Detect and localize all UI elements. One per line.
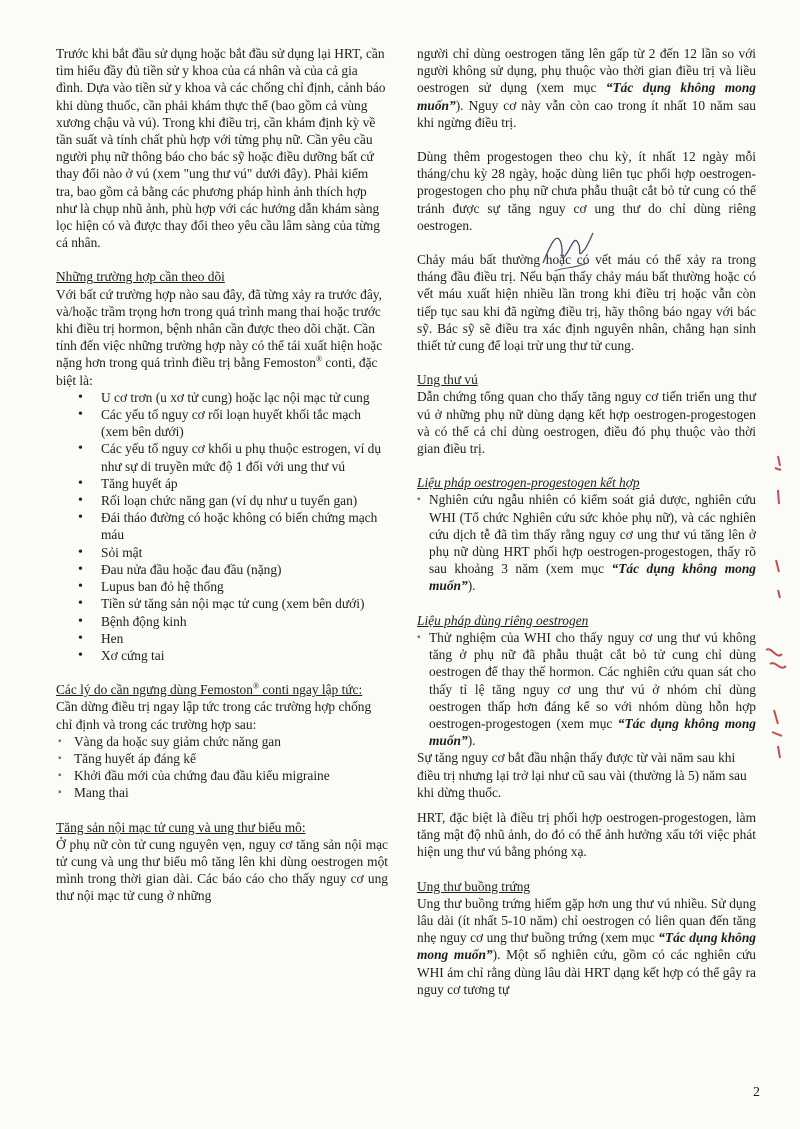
stop-heading [56,681,388,698]
list-item: • Rối loạn chức năng gan (ví dụ như u tuyến gan) [78,492,388,509]
hyperplasia-heading: Tăng sản nội mạc tử cung và ung thư biểu mô: [56,819,306,835]
continuation-text-2: ). Nguy cơ này vẫn còn cao trong ít nhất 10 năm sau khi ngừng điều trị. [417,97,756,130]
stop-heading-text-1: Các lý do cần ngưng dùng Femoston [56,682,253,698]
continuation-paragraph [417,45,756,131]
stop-heading-text-2: conti ngay lập tức: [259,682,363,698]
oestrogen-only-list [417,629,756,749]
list-item: • Tiền sử tăng sản nội mạc tử cung (xem bên dưới) [78,595,388,612]
list-item: • Hen [78,630,388,647]
intro-paragraph: Trước khi bắt đầu sử dụng hoặc bắt đầu sử dụng lại HRT, cần tìm hiểu đầy đủ tiền sử y khoa của cá nhân và của cả gia đình. Dựa vào tiền sử y khoa và các chống chỉ định, cảnh báo khi dùng thuốc, cần phải khám thực thể (bao gồm cả vùng xương chậu và vú). Trong khi điều trị, cần khám định kỳ về tần suất và tính chất phù hợp với từng phụ nữ. Cần yêu cầu người phụ nữ thông báo cho bác sỹ hoặc điều dưỡng bất cứ thay đổi nào ở vú (xem "ung thư vú" dưới đây). Phải kiểm tra, bao gồm cả bằng các phương pháp hình ảnh thích hợp như là chụp nhũ ảnh, phù hợp với các hướng dẫn khám sàng lọc hiện có và được thay đổi theo yêu cầu lâm sàng của từng cá nhân. [56,46,386,251]
oestrogen-only-end: ). [467,733,476,749]
side-effects-reference: “Tác dụng không mong muốn” [429,715,756,749]
continuation-text-1: người chỉ dùng oestrogen tăng lên gấp từ 2 đến 12 lần so với người không sử dụng, phụ thuộc vào thời gian điều trị và liều oestrogen sử dụng (xem mục [417,46,756,96]
density-paragraph: HRT, đặc biệt là điều trị phối hợp oestrogen-progestogen, làm tăng mật độ nhũ ảnh, do đó có thể ảnh hưởng xấu tới việc phát hiện ung thư vú bằng phóng xạ. [417,809,756,860]
progestogen-paragraph: Dùng thêm progestogen theo chu kỳ, ít nhất 12 ngày mỗi tháng/chu kỳ 28 ngày, hoặc dùng liên tục phối hợp oestrogen-progestogen cho phụ nữ chưa phẫu thuật cắt bỏ tử cung có thể tránh được sự tăng nguy cơ ung thư do chỉ dùng riêng oestrogen. [417,149,756,233]
risk-paragraph: Sự tăng nguy cơ bắt đầu nhận thấy được từ vài năm sau khi điều trị nhưng lại trở lại như cũ sau vài (thường là 5) năm sau khi dừng thuốc. [417,750,747,800]
list-item: • Sỏi mật [78,544,388,561]
side-effects-reference: “Tác dụng không mong muốn” [417,930,756,963]
combined-therapy-text: Nghiên cứu ngẫu nhiên có kiểm soát giả dược, nghiên cứu WHI (Tổ chức Nghiên cứu sức khỏe phụ nữ), và các nghiên cứu dịch tễ đã tìm thấy rằng nguy cơ ung thư vú tăng lên ở phụ nữ dùng HRT phối hợp oestrogen-progestogen, thấy rõ sau khoảng 3 năm (xem mục [429,492,756,577]
page-number: 2 [753,1085,760,1100]
registered-mark: ® [252,681,260,691]
list-item: ▪ Mang thai [58,784,388,801]
combined-therapy-list [417,491,756,594]
list-item: • Tăng huyết áp [78,475,388,492]
monitor-paragraph [56,286,388,389]
side-effects-reference: “Tác dụng không mong muốn” [417,80,756,113]
list-item: • Bệnh động kinh [78,613,388,630]
list-item: • Xơ cứng tai [78,647,388,664]
bleeding-paragraph: Chảy máu bất thường hoặc có vết máu có thể xảy ra trong tháng đầu điều trị. Nếu bạn thấy chảy máu bất thường hoặc có vết máu xuất hiện nhiều lần trong khi điều trị hoặc vẫn còn tiếp tục sau khi đã ngừng điều trị, hãy thông báo ngay với bác sỹ. Bác sỹ sẽ điều tra xác định nguyên nhân, chẳng hạn sinh thiết tử cung để loại trừ ung thư tử cung. [417,252,756,354]
stop-list [58,733,388,802]
registered-mark: ® [315,354,323,364]
monitor-list [78,389,388,664]
ovarian-cancer-heading: Ung thư buồng trứng [417,878,531,894]
side-effects-reference: “Tác dụng không mong muốn” [429,561,756,594]
list-item: • U cơ trơn (u xơ tử cung) hoặc lạc nội mạc tử cung [78,389,388,406]
oestrogen-only-heading: Liệu pháp dùng riêng oestrogen [417,612,589,628]
breast-cancer-paragraph: Dẫn chứng tổng quan cho thấy tăng nguy cơ tiến triển ung thư vú ở những phụ nữ dùng dạng kết hợp oestrogen-progestogen và có thể cả chỉ dùng oestrogen, điều đó phụ thuộc vào thời gian điều trị. [417,389,756,457]
list-item: • Các yếu tố nguy cơ khối u phụ thuộc estrogen, ví dụ như sự di truyền mức độ 1 đối với ung thư vú [78,440,388,474]
ovarian-cancer-paragraph [417,895,756,998]
list-item: ▪ Tăng huyết áp đáng kể [58,750,388,767]
list-item: ▪ Khởi đầu mới của chứng đau đầu kiểu migraine [58,767,388,784]
combined-therapy-heading: Liệu pháp oestrogen-progestogen kết hợp [417,475,640,491]
combined-therapy-end: ). [467,578,476,594]
monitor-text-2: conti, đặc biệt là: [56,355,378,388]
oestrogen-only-text: Thử nghiệm của WHI cho thấy nguy cơ ung thư vú không tăng ở phụ nữ đã phẫu thuật cắt bỏ tử cung chỉ dùng oestrogen để thay thế hormon. Các nghiên cứu quan sát cho thấy tỉ lệ tăng nguy cơ ung thư vú ở nhóm chỉ dùng oestrogen thấp hơn đáng kể so với nhóm dùng hỗn hợp oestrogen-progestogen (xem mục [429,629,756,731]
list-item [417,491,756,594]
list-item: • Các yếu tố nguy cơ rối loạn huyết khối tắc mạch (xem bên dưới) [78,406,388,440]
monitor-text-1: Với bất cứ trường hợp nào sau đây, đã từng xảy ra trước đây, và/hoặc trầm trọng hơn trong quá trình mang thai hoặc trước khi điều trị hormon, bệnh nhân cần được theo dõi chặt. Cần tính đến việc những trường hợp này có thể tái xuất hiện hoặc nặng hơn trong quá trình điều trị bằng Femoston [56,286,383,371]
ovarian-cancer-text-1: Ung thư buồng trứng hiếm gặp hơn ung thư vú nhiều. Sử dụng lâu dài (ít nhất 5-10 năm) chỉ oestrogen có liên quan đến tăng nhẹ nguy cơ ung thư buồng trứng (xem mục [417,895,756,946]
handwritten-signature [537,223,597,283]
breast-cancer-heading: Ung thư vú [417,372,478,388]
hyperplasia-paragraph: Ở phụ nữ còn tử cung nguyên vẹn, nguy cơ tăng sản nội mạc tử cung và ung thư biểu mô tăng lên khi dùng oestrogen một mình trong thời gian dài. Các báo cáo cho thấy nguy cơ ung thư nội mạc tử cung ở những [56,836,388,904]
list-item [417,629,756,749]
stop-paragraph: Cần dừng điều trị ngay lập tức trong các trường hợp chống chỉ định và trong các trường hợp sau: [56,699,372,732]
ovarian-cancer-text-2: ). Một số nghiên cứu, gồm có các nghiên cứu WHI ám chỉ rằng dùng lâu dài HRT dạng kết hợp có thể gây ra nguy cơ tương tự [417,947,756,997]
list-item: • Đái tháo đường có hoặc không có biến chứng mạch máu [78,509,388,543]
right-column [417,45,756,998]
list-item: • Lupus ban đỏ hệ thống [78,578,388,595]
margin-stamp-marks [756,450,796,770]
monitor-heading: Những trường hợp cần theo dõi [56,269,225,285]
list-item: ▪ Vàng da hoặc suy giảm chức năng gan [58,733,388,750]
left-column [56,45,388,905]
list-item: • Đau nửa đầu hoặc đau đầu (nặng) [78,561,388,578]
